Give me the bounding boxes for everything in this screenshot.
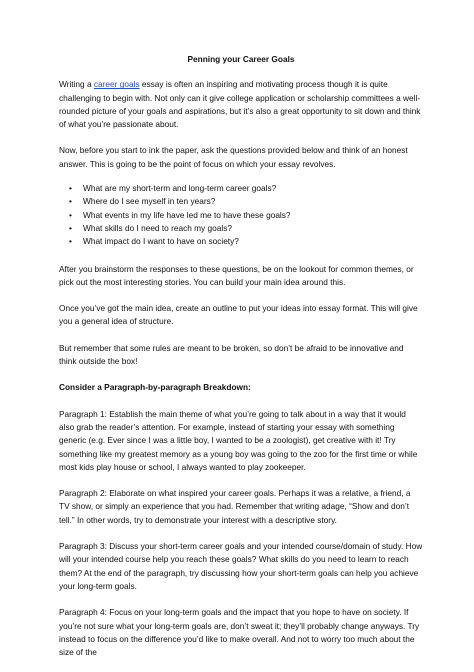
list-item [59, 182, 423, 195]
bullet-icon: • [69, 222, 72, 233]
document-body [59, 53, 423, 672]
paragraph-4: Paragraph 4: Focus on your long-term goals and the impact that you hope to have on society. If you’re not sure what your long-term goals are, don’t sweat it; they’ll probably change anyways. Try instead to focus on the difference you’d like to make overall. And not to worry too much about the size of the [59, 607, 420, 658]
list-item [59, 222, 423, 235]
list-item [59, 235, 423, 248]
intro-text-start: Writing a [59, 79, 94, 90]
section-heading: Consider a Paragraph-by-paragraph Breakdown: [59, 382, 251, 393]
paragraph-1: Paragraph 1: Establish the main theme of what you’re going to talk about in a way that it would also grab the reader’s attention. For example, instead of starting your essay with something generic (e.g. Ever since I was a little boy, I wanted to be a zoologist), get creative with it! Try something like my greatest memory as a young boy was going to the zoo for the first time or while most kids play house or school, I always wanted to play zookeeper. [59, 408, 418, 472]
bullet-icon: • [69, 196, 72, 207]
bullet-icon: • [69, 183, 72, 194]
paragraph-3: Paragraph 3: Discuss your short-term career goals and your intended course/domain of study. How will your intended course help you reach these goals? What skills do you need to learn to reach them? At the end of the paragraph, try discussing how your short-term goals can help you achieve your long-term goals. [59, 541, 423, 591]
outline-paragraph: Once you’ve got the main idea, create an outline to put your ideas into essay format. This will give you a general idea of structure. [59, 303, 418, 327]
list-item-text: What events in my life have led me to have these goals? [83, 209, 291, 220]
paragraph-2: Paragraph 2: Elaborate on what inspired your career goals. Perhaps it was a relative, a friend, a TV show, or simply an experience that you had. Remember that writing adage, “Show and don’t tell.” In other words, try to demonstrate your interest with a descriptive story. [59, 488, 411, 525]
list-item [59, 209, 423, 222]
bullet-icon: • [69, 209, 72, 220]
brainstorm-paragraph: After you brainstorm the responses to these questions, be on the lookout for common themes, or pick out the most interesting stories. You can build your main idea around this. [59, 263, 414, 287]
document-title: Penning your Career Goals [187, 54, 295, 64]
question-list [59, 182, 423, 248]
bullet-icon: • [69, 236, 72, 247]
questions-paragraph: Now, before you start to ink the paper, ask the questions provided below and think of an honest answer. This is going to be the point of focus on which your essay revolves. [59, 145, 408, 169]
list-item-text: Where do I see myself in ten years? [83, 196, 216, 207]
career-goals-link[interactable]: career goals [93, 79, 140, 90]
rules-paragraph: But remember that some rules are meant to be broken, so don’t be afraid to be innovative and think outside the box! [59, 342, 404, 367]
list-item [59, 195, 423, 208]
list-item-text: What skills do I need to reach my goals? [83, 222, 232, 233]
intro-paragraph [59, 78, 423, 131]
intro-text-rest: essay is often an inspiring and motivating process though it is quite challenging to begin with. Not only can it give college application or scholarship committees a well-rounded picture of your goals and aspirations, but it’s also a great opportunity to sit down and think of what you’re passionate about. [59, 79, 421, 130]
list-item-text: What impact do I want to have on society? [83, 236, 239, 247]
list-item-text: What are my short-term and long-term career goals? [83, 183, 277, 194]
